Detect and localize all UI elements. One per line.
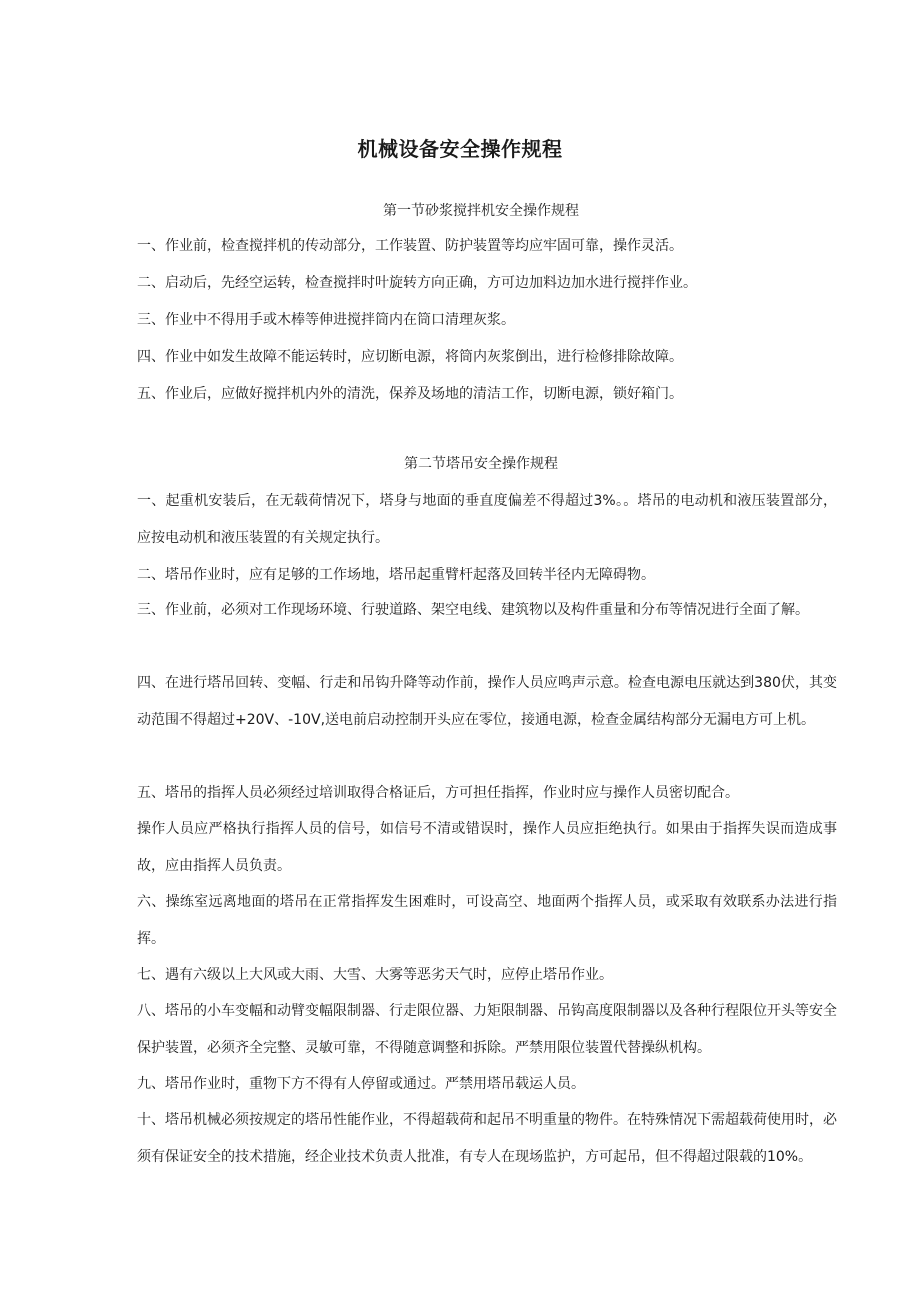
paragraph: 四、在进行塔吊回转、变幅、行走和吊钩升降等动作前，操作人员应鸣声示意。检查电源电压就达到380伏，其变动范围不得超过+20V、-10V,送电前启动控制开头应在零位，接通电源，检查金属结构部分无漏电方可上机。 <box>137 675 837 728</box>
paragraph: 五、作业后，应做好搅拌机内外的清洗，保养及场地的清洁工作，切断电源，锁好箱门。 <box>137 386 683 402</box>
paragraph: 七、遇有六级以上大风或大雨、大雪、大雾等恶劣天气时，应停止塔吊作业。 <box>137 967 613 983</box>
paragraph: 三、作业中不得用手或木棒等伸进搅拌筒内在筒口清理灰浆。 <box>137 312 515 328</box>
section-heading-tower-crane: 第二节塔吊安全操作规程 <box>404 456 558 472</box>
paragraph: 九、塔吊作业时，重物下方不得有人停留或通过。严禁用塔吊载运人员。 <box>137 1076 585 1092</box>
section-heading-mixer: 第一节砂浆搅拌机安全操作规程 <box>383 203 579 219</box>
paragraph: 四、作业中如发生故障不能运转时，应切断电源，将筒内灰浆倒出，进行检修排除故障。 <box>137 349 683 365</box>
paragraph: 二、启动后，先经空运转，检查搅拌时叶旋转方向正确，方可边加料边加水进行搅拌作业。 <box>137 275 697 291</box>
paragraph: 一、作业前，检查搅拌机的传动部分，工作装置、防护装置等均应牢固可靠，操作灵活。 <box>137 238 683 254</box>
document-title: 机械设备安全操作规程 <box>357 137 563 162</box>
paragraph: 一、起重机安装后，在无载荷情况下，塔身与地面的垂直度偏差不得超过3%。。塔吊的电动机和液压装置部分，应按电动机和液压装置的有关规定执行。 <box>137 493 837 546</box>
paragraph: 操作人员应严格执行指挥人员的信号，如信号不清或错误时，操作人员应拒绝执行。如果由于指挥失误而造成事故，应由指挥人员负责。 <box>137 821 837 874</box>
paragraph: 五、塔吊的指挥人员必须经过培训取得合格证后，方可担任指挥，作业时应与操作人员密切配合。 <box>137 785 739 801</box>
paragraph: 六、操练室远离地面的塔吊在正常指挥发生困难时，可设高空、地面两个指挥人员，或采取有效联系办法进行指挥。 <box>137 894 837 947</box>
paragraph: 三、作业前，必须对工作现场环境、行驶道路、架空电线、建筑物以及构件重量和分布等情况进行全面了解。 <box>137 602 809 618</box>
paragraph: 二、塔吊作业时，应有足够的工作场地，塔吊起重臂杆起落及回转半径内无障碍物。 <box>137 567 655 583</box>
paragraph: 八、塔吊的小车变幅和动臂变幅限制器、行走限位器、力矩限制器、吊钩高度限制器以及各种行程限位开头等安全保护装置，必须齐全完整、灵敏可靠，不得随意调整和拆除。严禁用限位装置代替操纵机构。 <box>137 1003 837 1056</box>
paragraph: 十、塔吊机械必须按规定的塔吊性能作业，不得超载荷和起吊不明重量的物件。在特殊情况下需超载荷使用时，必须有保证安全的技术措施，经企业技术负责人批准，有专人在现场监护，方可起吊，但不得超过限载的10%。 <box>137 1112 837 1165</box>
